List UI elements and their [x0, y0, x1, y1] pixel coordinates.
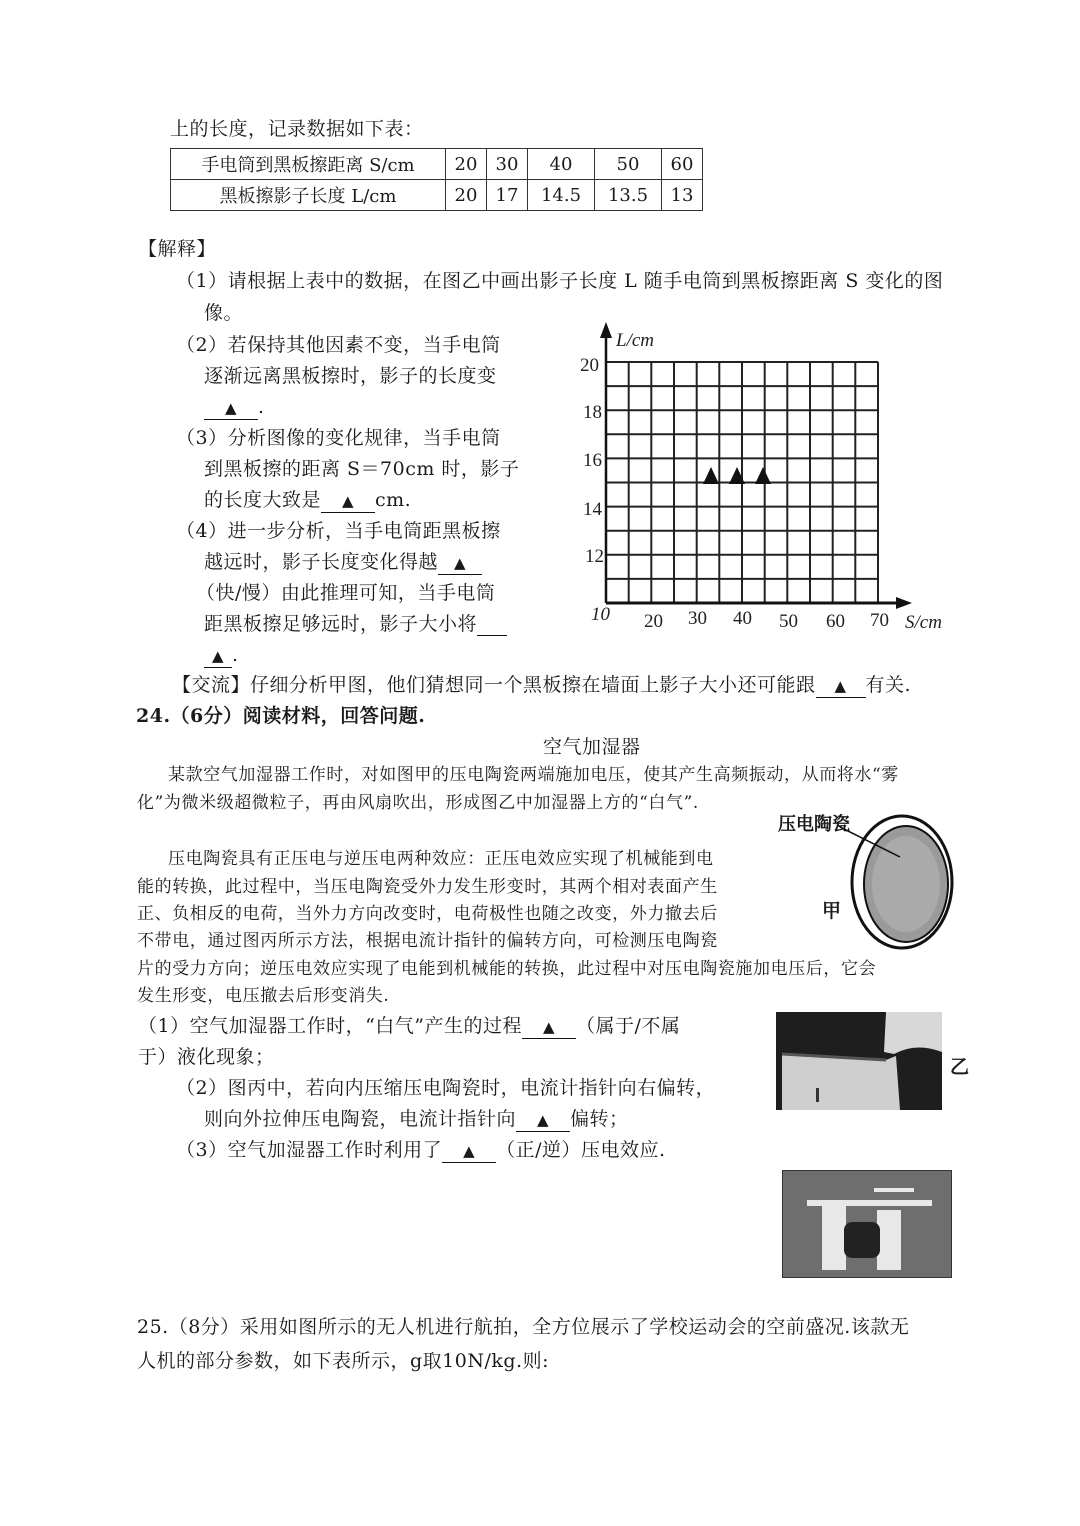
- answer-blank[interactable]: [522, 1015, 576, 1039]
- article-title: 空气加湿器: [543, 736, 641, 758]
- x-tick: 70: [870, 610, 889, 631]
- q3-answer-line: [204, 489, 411, 513]
- q24-2-cont: [204, 1108, 629, 1132]
- x-axis-label: S/cm: [905, 612, 942, 633]
- answer-blank[interactable]: [442, 1139, 496, 1163]
- intro-line: 上的长度，记录数据如下表：: [170, 118, 424, 140]
- q1-text: （1）请根据上表中的数据，在图乙中画出影子长度 L 随手电筒到黑板擦距离 S 变化的图: [176, 270, 944, 292]
- x-tick: 60: [826, 611, 845, 632]
- triangle-marker-icon: ▲: [834, 677, 847, 695]
- cell: 20: [446, 149, 487, 180]
- q24-1-cont: 于）液化现象；: [138, 1046, 275, 1068]
- q3-text-cont: 到黑板擦的距离 S＝70cm 时，影子: [204, 458, 520, 480]
- cell: 17: [487, 180, 528, 211]
- answer-blank[interactable]: [321, 489, 375, 513]
- cell: 40: [528, 149, 595, 180]
- answer-blank[interactable]: [477, 613, 507, 636]
- row-label: 手电筒到黑板擦距离 S/cm: [171, 149, 446, 180]
- answer-blank[interactable]: [204, 396, 258, 420]
- punct: .: [232, 644, 239, 666]
- x-tick: 20: [644, 611, 663, 632]
- answer-blank[interactable]: [816, 674, 866, 698]
- y-tick: 16: [583, 450, 602, 471]
- article-para2-line: 正、负相反的电荷，当外力方向改变时，电荷极性也随之改变，外力撤去后: [137, 904, 718, 924]
- humidifier-photo: [776, 1012, 942, 1110]
- figure-jia-label: 压电陶瓷: [778, 814, 850, 835]
- cell: 14.5: [528, 180, 595, 211]
- triangle-marker-icon: ▲: [463, 1142, 476, 1160]
- exchange-prefix: 【交流】仔细分析甲图，他们猜想同一个黑板擦在墙面上影子大小还可能跟: [172, 674, 816, 696]
- x-tick: 40: [733, 608, 752, 629]
- article-para2-line: 发生形变，电压撤去后形变消失.: [137, 986, 390, 1006]
- graph-grid-figure: [570, 318, 960, 638]
- q24-3-suffix: （正/逆）压电效应.: [496, 1139, 666, 1161]
- triangle-marker-icon: ▲: [341, 492, 355, 510]
- cell: 13.5: [595, 180, 662, 211]
- q24-2: （2）图丙中，若向内压缩压电陶瓷时，电流计指针向右偏转，: [176, 1077, 716, 1099]
- answer-blank[interactable]: [516, 1108, 570, 1132]
- q2-text-cont: 逐渐远离黑板擦时，影子的长度变: [204, 365, 497, 387]
- q2-answer-line: [204, 396, 265, 420]
- q24-3-prefix: （3）空气加湿器工作时利用了: [176, 1139, 443, 1161]
- cell: 60: [662, 149, 703, 180]
- q4-prefix: 越远时，影子长度变化得越: [204, 551, 439, 573]
- y-tick: 18: [583, 402, 602, 423]
- article-para2: 压电陶瓷具有正压电与逆压电两种效应：正压电效应实现了机械能到电: [168, 849, 714, 869]
- q2-text: （2）若保持其他因素不变，当手电筒: [176, 334, 501, 356]
- q24-1-prefix: （1）空气加湿器工作时，“白气”产生的过程: [138, 1015, 523, 1037]
- x-tick: 50: [779, 611, 798, 632]
- triangle-marker-icon: ▲: [453, 554, 467, 572]
- q3-prefix: 的长度大致是: [204, 489, 322, 511]
- article-para2-line: 片的受力方向；逆压电效应实现了电能到机械能的转换，此过程中对压电陶瓷施加电压后，它会: [137, 959, 877, 979]
- exchange-suffix: 有关.: [865, 674, 912, 696]
- q24-2-suffix: 偏转；: [570, 1108, 629, 1130]
- q24-heading: 24.（6分）阅读材料，回答问题.: [136, 705, 426, 727]
- figure-jia-caption: 甲: [822, 900, 842, 922]
- triangle-marker-icon: ▲: [211, 647, 225, 665]
- y-tick: 14: [583, 499, 602, 520]
- y-axis-label: L/cm: [616, 330, 654, 351]
- punct: .: [258, 396, 265, 418]
- triangle-marker-icon: [703, 467, 719, 484]
- q4-answer-line-3: [204, 644, 239, 668]
- article-para2-line: 不带电，通过图丙所示方法，根据电流计指针的偏转方向，可检测压电陶瓷: [137, 931, 718, 951]
- q4-answer-line-2: [204, 613, 507, 636]
- table-row: [171, 180, 703, 211]
- cell: 20: [446, 180, 487, 211]
- q3-suffix: cm.: [375, 489, 412, 511]
- q24-1-suffix: （属于/不属: [576, 1015, 681, 1037]
- data-table: [170, 148, 703, 211]
- q1-text-cont: 像。: [204, 302, 244, 324]
- y-tick: 12: [585, 546, 604, 567]
- q4-text-cont: （快/慢）由此推理可知，当手电筒: [196, 582, 496, 604]
- piezo-ceramic-figure: [840, 812, 960, 952]
- x-axis-arrow-icon: [896, 597, 912, 609]
- cell: 13: [662, 180, 703, 211]
- section-heading-explain: 【解释】: [138, 238, 217, 260]
- cell: 50: [595, 149, 662, 180]
- q3-text: （3）分析图像的变化规律，当手电筒: [176, 427, 501, 449]
- y-axis-arrow-icon: [600, 322, 612, 338]
- q24-2-prefix: 则向外拉伸压电陶瓷，电流计指针向: [204, 1108, 517, 1130]
- q24-3: [176, 1139, 666, 1163]
- cell: 30: [487, 149, 528, 180]
- q4-answer-line-1: [204, 551, 482, 575]
- answer-blank[interactable]: [438, 551, 482, 575]
- triangle-marker-icon: [755, 467, 771, 484]
- triangle-marker-icon: ▲: [536, 1111, 550, 1129]
- q4-text: （4）进一步分析，当手电筒距黑板擦: [176, 520, 501, 542]
- x-tick: 30: [688, 608, 707, 629]
- q4-prefix-2: 距黑板擦足够远时，影子大小将: [204, 613, 478, 635]
- table-row: [171, 149, 703, 180]
- article-para1-cont: 化”为微米级超微粒子，再由风扇吹出，形成图乙中加湿器上方的“白气”.: [137, 793, 699, 813]
- exchange-text: [172, 674, 911, 698]
- row-label: 黑板擦影子长度 L/cm: [171, 180, 446, 211]
- drone-photo: [782, 1170, 952, 1278]
- q24-1: [138, 1015, 680, 1039]
- q25-text-cont: 人机的部分参数，如下表所示，g取10N/kg.则:: [137, 1350, 549, 1372]
- q25-text: 25.（8分）采用如图所示的无人机进行航拍，全方位展示了学校运动会的空前盛况.该款无: [137, 1316, 910, 1338]
- triangle-marker-icon: ▲: [543, 1018, 556, 1036]
- figure-yi-caption: 乙: [950, 1056, 970, 1078]
- triangle-marker-icon: ▲: [224, 399, 238, 417]
- y-tick: 20: [580, 355, 599, 376]
- x-tick: 10: [591, 604, 610, 625]
- article-para2-line: 能的转换，此过程中，当压电陶瓷受外力发生形变时，其两个相对表面产生: [137, 877, 718, 897]
- article-para1: 某款空气加湿器工作时，对如图甲的压电陶瓷两端施加电压，使其产生高频振动，从而将水“雾: [168, 765, 899, 785]
- answer-blank[interactable]: [204, 644, 232, 668]
